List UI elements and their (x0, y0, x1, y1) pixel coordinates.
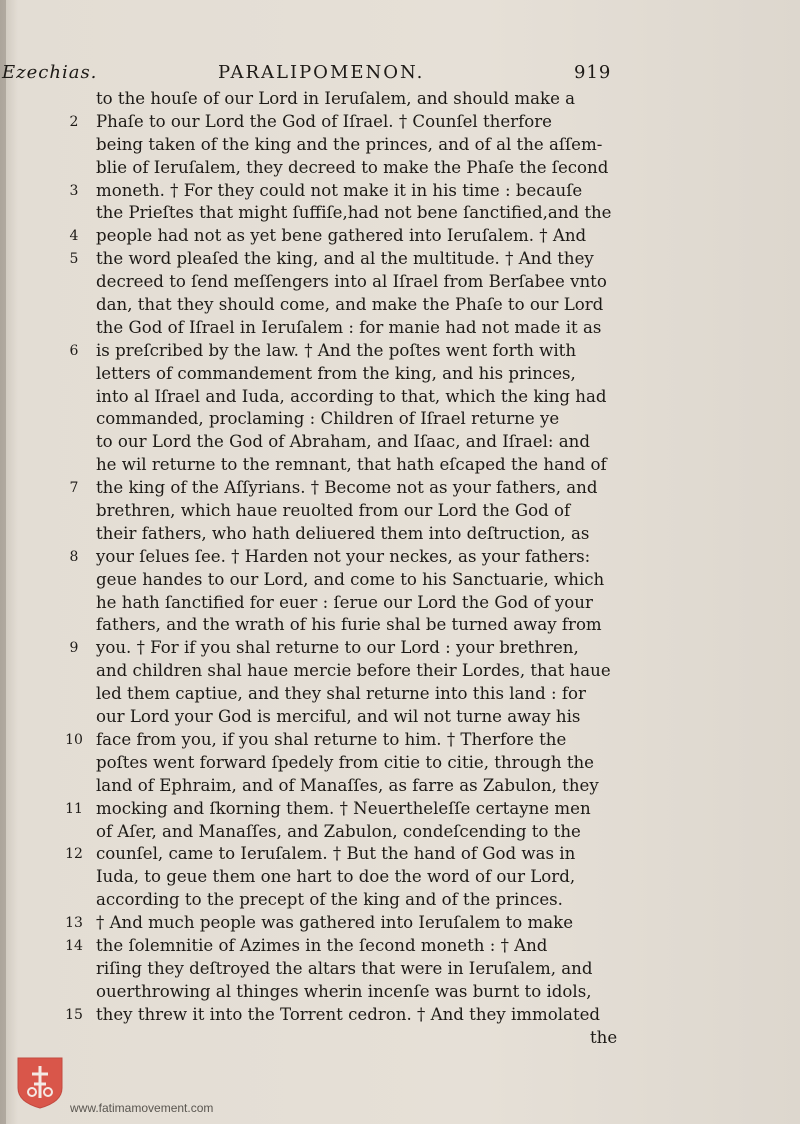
verse-number: 14 (65, 937, 83, 954)
line-text: mocking and ſkorning them. † Neuertheleſſe certayne men (96, 798, 591, 818)
text-line (0, 958, 800, 981)
page-number: 919 (574, 62, 612, 83)
line-text: poſtes went forward ſpedely from citie to citie, through the (96, 752, 595, 772)
text-line (0, 225, 800, 248)
running-header (0, 62, 800, 86)
line-text: people had not as yet bene gathered into Ieruſalem. † And (96, 226, 587, 246)
text-line (0, 706, 800, 729)
verse-number: 8 (69, 548, 79, 565)
fatima-movement-logo-icon (12, 1054, 68, 1110)
line-text: led them captiue, and they shal returne into this land : for (96, 684, 586, 704)
verse-number: 9 (69, 640, 79, 657)
text-line (0, 454, 800, 477)
text-line (0, 614, 800, 637)
verse-number: 11 (65, 800, 83, 817)
verse-number: 4 (69, 228, 79, 245)
text-line (0, 317, 800, 340)
line-text: to our Lord the God of Abraham, and Iſaac, and Iſrael: and (96, 432, 590, 452)
text-line (0, 157, 800, 180)
text-line (0, 386, 800, 409)
text-line (0, 889, 800, 912)
header-book-name: Ezechias. (2, 62, 98, 83)
text-line (0, 523, 800, 546)
line-text: he wil returne to the remnant, that hath eſcaped the hand of (96, 455, 607, 475)
line-text: commanded, proclaming : Children of Iſrael returne ye (96, 409, 560, 429)
verse-number: 3 (69, 182, 79, 199)
line-text: of Aſer, and Manaſſes, and Zabulon, condeſcending to the (96, 821, 581, 841)
line-text: their fathers, who hath deliuered them into deſtruction, as (96, 523, 590, 543)
line-text: ouerthrowing al thinges wherin incenſe was burnt to idols, (96, 981, 592, 1001)
text-line (0, 821, 800, 844)
text-line (0, 248, 800, 271)
text-line (0, 683, 800, 706)
line-text: moneth. † For they could not make it in his time : becauſe (96, 180, 583, 200)
text-line (0, 500, 800, 523)
line-text: and children shal haue mercie before their Lordes, that haue (96, 661, 611, 681)
text-line (0, 729, 800, 752)
line-text: according to the precept of the king and of the princes. (96, 890, 563, 910)
text-line (0, 935, 800, 958)
catchword: the (590, 1028, 618, 1047)
text-line (0, 294, 800, 317)
line-text: geue handes to our Lord, and come to his Sanctuarie, which (96, 569, 605, 589)
verse-number: 10 (65, 731, 83, 748)
text-line (0, 431, 800, 454)
line-text: riſing they deſtroyed the altars that were in Ieruſalem, and (96, 958, 593, 978)
text-line (0, 546, 800, 569)
line-text: counſel, came to Ieruſalem. † But the hand of God was in (96, 844, 576, 864)
text-line (0, 88, 800, 111)
line-text: the Prieſtes that might ſuffiſe,had not bene ſanctified,and the (96, 203, 612, 223)
line-text: blie of Ieruſalem, they decreed to make the Phaſe the ſecond (96, 157, 609, 177)
text-line (0, 569, 800, 592)
text-line (0, 202, 800, 225)
line-text: the ſolemnitie of Azimes in the ſecond moneth : † And (96, 935, 548, 955)
footer-url[interactable]: www.fatimamovement.com (70, 1101, 214, 1115)
line-text: face from you, if you shal returne to him. † Therfore the (96, 729, 567, 749)
text-line (0, 752, 800, 775)
line-text: being taken of the king and the princes, and of al the aſſem- (96, 134, 603, 154)
text-line (0, 798, 800, 821)
verse-number: 12 (65, 846, 83, 863)
line-text: to the houſe of our Lord in Ieruſalem, and should make a (96, 89, 576, 108)
line-text: dan, that they should come, and make the Phaſe to our Lord (96, 295, 604, 315)
verse-number: 15 (65, 1006, 83, 1023)
text-line (0, 1004, 800, 1027)
text-line (0, 843, 800, 866)
line-text: the word pleaſed the king, and al the multitude. † And they (96, 249, 594, 269)
line-text: they threw it into the Torrent cedron. † And they immolated (96, 1004, 601, 1024)
text-line (0, 408, 800, 431)
line-text: letters of commandement from the king, and his princes, (96, 363, 576, 383)
text-line (0, 340, 800, 363)
text-line (0, 180, 800, 203)
text-line (0, 775, 800, 798)
text-line (0, 477, 800, 500)
text-line (0, 912, 800, 935)
verse-number: 2 (69, 113, 79, 130)
line-text: the God of Iſrael in Ieruſalem : for manie had not made it as (96, 317, 602, 337)
text-line (0, 660, 800, 683)
verse-number: 13 (65, 915, 83, 932)
text-line (0, 981, 800, 1004)
line-text: land of Ephraim, and of Manaſſes, as farre as Zabulon, they (96, 775, 599, 795)
text-line (0, 271, 800, 294)
text-line (0, 111, 800, 134)
text-line (0, 637, 800, 660)
line-text: fathers, and the wrath of his furie shal be turned away from (96, 615, 602, 635)
line-text: decreed to ſend meſſengers into al Iſrael from Berſabee vnto (96, 272, 607, 292)
line-text: your ſelues ſee. † Harden not your neckes, as your fathers: (96, 546, 591, 566)
line-text: Iuda, to geue them one hart to doe the word of our Lord, (96, 867, 576, 887)
line-text: into al Iſrael and Iuda, according to that, which the king had (96, 386, 607, 406)
text-line (0, 363, 800, 386)
text-line (0, 866, 800, 889)
text-body (0, 88, 800, 1027)
line-text: is preſcribed by the law. † And the poſtes went forth with (96, 340, 577, 360)
text-line (0, 134, 800, 157)
line-text: † And much people was gathered into Ieruſalem to make (96, 913, 574, 933)
line-text: brethren, which haue reuolted from our Lord the God of (96, 501, 571, 521)
verse-number: 7 (69, 480, 79, 497)
line-text: the king of the Aſſyrians. † Become not as your fathers, and (96, 478, 598, 498)
line-text: Phaſe to our Lord the God of Iſrael. † Counſel therfore (96, 111, 553, 131)
line-text: he hath ſanctified for euer : ſerue our Lord the God of your (96, 592, 593, 612)
line-text: you. † For if you shal returne to our Lord : your brethren, (96, 638, 579, 658)
verse-number: 6 (69, 342, 79, 359)
header-title: PARALIPOMENON. (218, 62, 425, 83)
text-line (0, 592, 800, 615)
line-text: our Lord your God is merciful, and wil not turne away his (96, 707, 581, 727)
verse-number: 5 (69, 251, 79, 268)
